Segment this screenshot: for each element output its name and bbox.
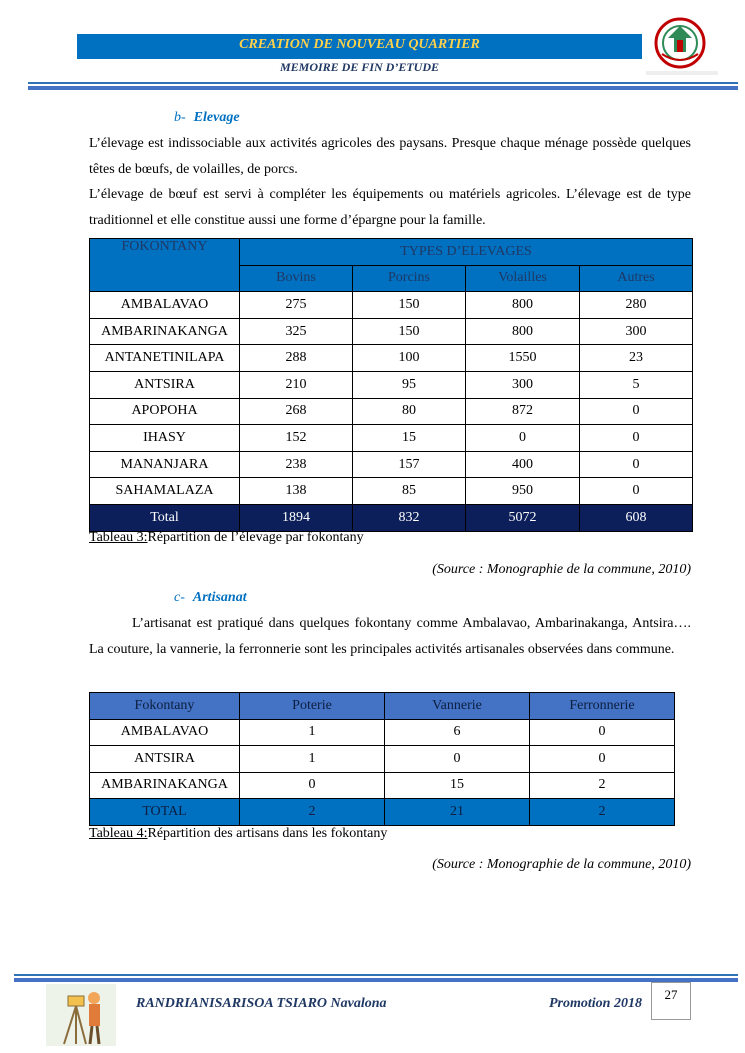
cell-value: 138	[240, 478, 353, 505]
cell-fokontany: SAHAMALAZA	[90, 478, 240, 505]
cell-fokontany: IHASY	[90, 425, 240, 452]
col-header-porcins: Porcins	[353, 265, 466, 292]
cell-value: 300	[580, 318, 693, 345]
cell-total-value: 832	[353, 504, 466, 531]
surveyor-icon	[46, 984, 116, 1046]
cell-fokontany: AMBALAVAO	[90, 292, 240, 319]
cell-value: 0	[466, 425, 580, 452]
cell-value: 0	[580, 425, 693, 452]
cell-value: 15	[353, 425, 466, 452]
cell-total-value: 21	[385, 799, 530, 826]
paragraph-elevage-1: L’élevage est indissociable aux activités agricoles des paysans. Presque chaque ménage possède quelques têtes de bœufs, de volailles, de porcs.	[89, 136, 691, 177]
cell-total-value: 2	[240, 799, 385, 826]
table-total-row	[90, 504, 693, 531]
cell-value: 23	[580, 345, 693, 372]
caption-label: Tableau 3:	[89, 530, 148, 545]
col-header-fokontany: FOKONTANY	[90, 239, 240, 292]
cell-value: 100	[353, 345, 466, 372]
cell-total-value: 608	[580, 504, 693, 531]
cell-value: 1	[240, 719, 385, 746]
header-rule-thick	[28, 86, 738, 90]
cell-value: 0	[530, 746, 675, 773]
cell-fokontany: AMBALAVAO	[90, 719, 240, 746]
cell-total-label: Total	[90, 504, 240, 531]
cell-value: 150	[353, 292, 466, 319]
section-heading-elevage	[174, 110, 240, 126]
cell-fokontany: ANTANETINILAPA	[90, 345, 240, 372]
table-row	[90, 398, 693, 425]
cell-value: 80	[353, 398, 466, 425]
cell-value: 1550	[466, 345, 580, 372]
section-letter: c-	[174, 590, 185, 605]
cell-total-value: 1894	[240, 504, 353, 531]
cell-fokontany: ANTSIRA	[90, 371, 240, 398]
cell-value: 872	[466, 398, 580, 425]
table-row	[90, 318, 693, 345]
header-rule	[28, 82, 738, 84]
cell-value: 152	[240, 425, 353, 452]
section-letter: b-	[174, 110, 186, 125]
cell-fokontany: MANANJARA	[90, 451, 240, 478]
cell-fokontany: AMBARINAKANGA	[90, 772, 240, 799]
cell-value: 0	[580, 398, 693, 425]
cell-value: 800	[466, 318, 580, 345]
cell-value: 0	[240, 772, 385, 799]
table-total-row	[90, 799, 675, 826]
cell-value: 950	[466, 478, 580, 505]
table-row	[90, 719, 675, 746]
cell-value: 1	[240, 746, 385, 773]
section-heading-artisanat	[174, 590, 247, 606]
table-row	[90, 746, 675, 773]
col-header-types: TYPES D’ELEVAGES	[240, 239, 693, 266]
col-header-autres: Autres	[580, 265, 693, 292]
section-title: Elevage	[193, 110, 240, 125]
document-subtitle: MEMOIRE DE FIN D’ETUDE	[279, 60, 440, 74]
cell-value: 800	[466, 292, 580, 319]
cell-value: 210	[240, 371, 353, 398]
table-row	[90, 371, 693, 398]
col-header-vannerie: Vannerie	[385, 693, 530, 720]
cell-value: 275	[240, 292, 353, 319]
footer-rule-thick	[14, 978, 738, 982]
footer-promotion: Promotion 2018	[549, 996, 642, 1011]
page-number: 27	[664, 987, 678, 1002]
cell-value: 150	[353, 318, 466, 345]
col-header-poterie: Poterie	[240, 693, 385, 720]
cell-fokontany: APOPOHA	[90, 398, 240, 425]
table-row	[90, 425, 693, 452]
cell-value: 0	[385, 746, 530, 773]
cell-value: 15	[385, 772, 530, 799]
col-header-volailles: Volailles	[466, 265, 580, 292]
table-row	[90, 478, 693, 505]
cell-fokontany: ANTSIRA	[90, 746, 240, 773]
table-row	[90, 345, 693, 372]
paragraph-artisanat: L’artisanat est pratiqué dans quelques fokontany comme Ambalavao, Ambarinakanga, Antsira…. La couture, la vannerie, la ferronnerie sont les principales activités artisanales observées dans commune.	[89, 616, 691, 657]
table-row	[90, 292, 693, 319]
cell-value: 280	[580, 292, 693, 319]
table-caption-4	[89, 826, 387, 842]
footer-rule	[14, 974, 738, 976]
table-artisanat	[89, 692, 675, 826]
cell-value: 2	[530, 772, 675, 799]
paragraph-elevage-2: L’élevage de bœuf est servi à compléter les équipements ou matériels agricoles. L’élevage est de type traditionnel et elle constitue aussi une forme d’épargne pour la famille.	[89, 187, 691, 228]
col-header-ferronnerie: Ferronnerie	[530, 693, 675, 720]
cell-total-value: 2	[530, 799, 675, 826]
cell-value: 95	[353, 371, 466, 398]
cell-value: 300	[466, 371, 580, 398]
table-caption-3	[89, 530, 364, 546]
cell-value: 6	[385, 719, 530, 746]
col-header-bovins: Bovins	[240, 265, 353, 292]
table-elevage	[89, 238, 693, 532]
col-header-fokontany: Fokontany	[90, 693, 240, 720]
cell-value: 268	[240, 398, 353, 425]
cell-value: 0	[580, 478, 693, 505]
caption-text: Répartition de l’élevage par fokontany	[147, 530, 364, 545]
cell-value: 0	[580, 451, 693, 478]
document-title: CREATION DE NOUVEAU QUARTIER	[239, 37, 480, 52]
section-title: Artisanat	[192, 590, 247, 605]
footer-author: RANDRIANISARISOA TSIARO Navalona	[136, 996, 387, 1011]
cell-value: 288	[240, 345, 353, 372]
institution-seal-icon	[642, 14, 722, 80]
cell-value: 85	[353, 478, 466, 505]
table-row	[90, 451, 693, 478]
cell-value: 157	[353, 451, 466, 478]
cell-total-label: TOTAL	[90, 799, 240, 826]
cell-value: 0	[530, 719, 675, 746]
cell-value: 400	[466, 451, 580, 478]
table-source-4: (Source : Monographie de la commune, 2010)	[432, 857, 691, 872]
caption-label: Tableau 4:	[89, 826, 148, 841]
cell-total-value: 5072	[466, 504, 580, 531]
table-row	[90, 772, 675, 799]
caption-text: Répartition des artisans dans les fokontany	[147, 826, 388, 841]
cell-fokontany: AMBARINAKANGA	[90, 318, 240, 345]
cell-value: 238	[240, 451, 353, 478]
table-source-3: (Source : Monographie de la commune, 2010)	[432, 562, 691, 577]
cell-value: 325	[240, 318, 353, 345]
cell-value: 5	[580, 371, 693, 398]
